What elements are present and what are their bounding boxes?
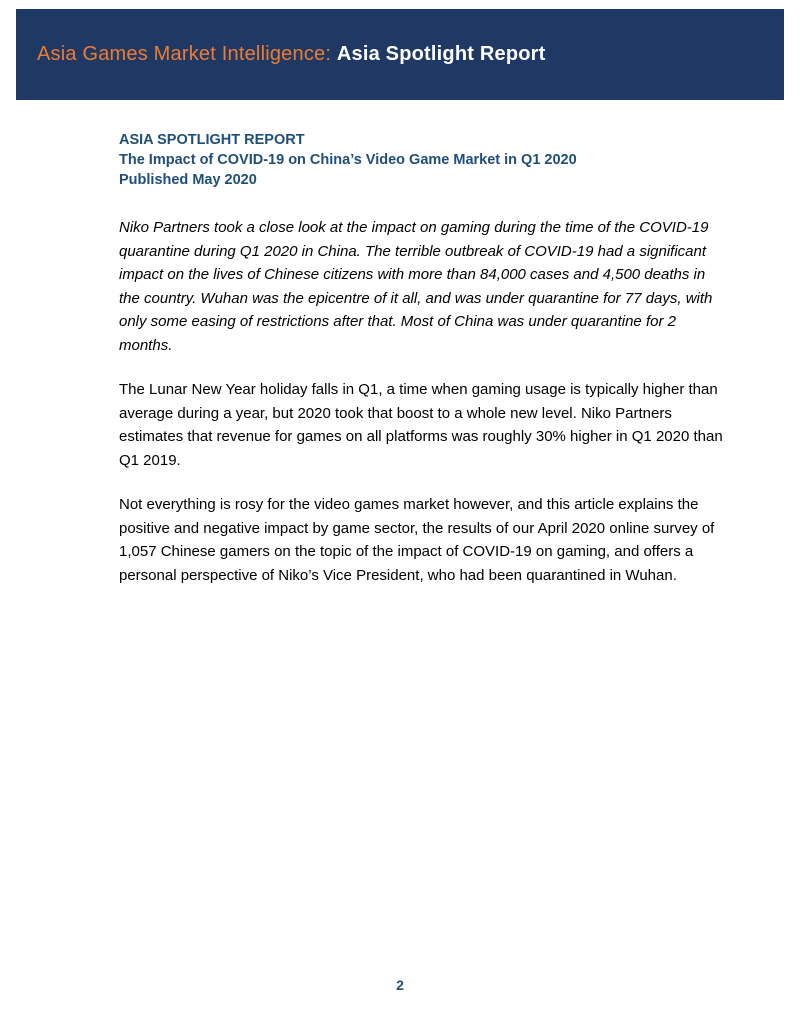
body-paragraph-1: The Lunar New Year holiday falls in Q1, a time when gaming usage is typically higher than average during a year, but 2020 took that boost to a whole new level. Niko Partners estimates that revenue for games on all platforms was roughly 30% higher in Q1 2020 than Q1 2019. — [119, 381, 723, 469]
page-footer — [0, 977, 800, 995]
report-title: The Impact of COVID-19 on China’s Video Game Market in Q1 2020 — [119, 152, 577, 168]
banner-title — [37, 43, 546, 66]
report-kicker: ASIA SPOTLIGHT REPORT — [119, 132, 305, 148]
report-heading-block — [119, 130, 728, 190]
intro-paragraph: Niko Partners took a close look at the impact on gaming during the time of the COVID-19 quarantine during Q1 2020 in China. The terrible outbreak of COVID-19 had a significant impact on the lives of Chinese citizens with more than 84,000 cases and 4,500 deaths in the country. Wuhan was the epicentre of it all, and was under quarantine for 77 days, with only some easing of restrictions after that. Most of China was under quarantine for 2 months. — [119, 219, 713, 354]
page-number: 2 — [396, 977, 404, 993]
banner-title-prefix: Asia Games Market Intelligence: — [37, 43, 337, 65]
report-banner — [16, 9, 784, 100]
body-paragraph-2: Not everything is rosy for the video games market however, and this article explains the positive and negative impact by game sector, the results of our April 2020 online survey of 1,057 Chinese gamers on the topic of the impact of COVID-19 on gaming, and offers a personal perspective of Niko’s Vice President, who had been quarantined in Wuhan. — [119, 496, 715, 584]
document-content — [119, 130, 728, 608]
banner-title-emphasis: Asia Spotlight Report — [336, 43, 546, 65]
report-published-date: Published May 2020 — [119, 172, 257, 188]
